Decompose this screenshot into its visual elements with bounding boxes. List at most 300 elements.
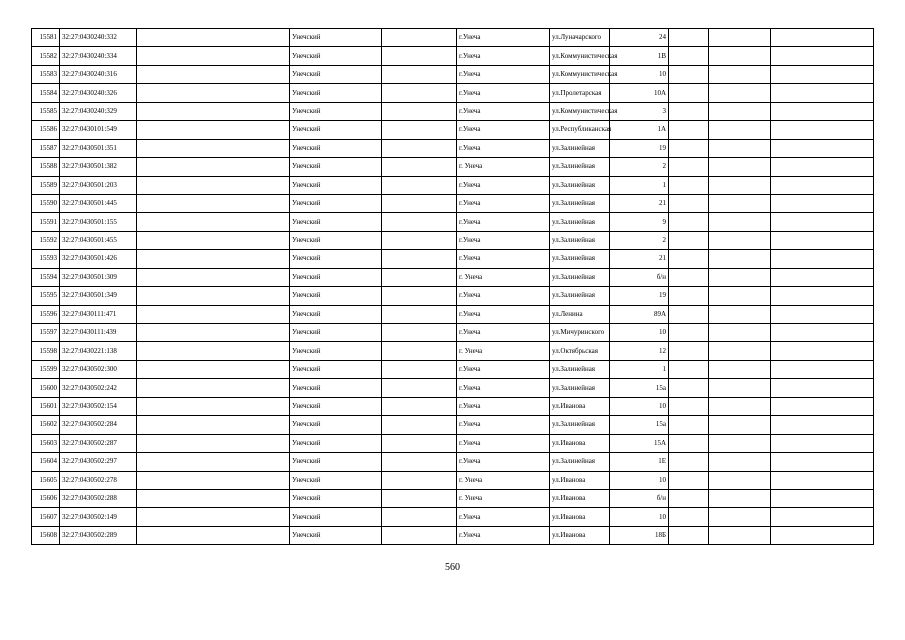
table-row [32, 213, 874, 231]
table-row [32, 29, 874, 47]
empty-cell [137, 102, 290, 120]
street: ул.Иванова [550, 471, 610, 489]
empty-cell [771, 231, 874, 249]
cadastral-number: 32:27:0430501:382 [60, 158, 137, 176]
house-number: 15а [610, 416, 669, 434]
empty-cell [382, 287, 457, 305]
empty-cell [771, 342, 874, 360]
empty-cell [771, 416, 874, 434]
empty-cell [771, 213, 874, 231]
empty-cell [771, 434, 874, 452]
table-row [32, 508, 874, 526]
street: ул.Залинейная [550, 360, 610, 378]
empty-cell [137, 397, 290, 415]
empty-cell [137, 65, 290, 83]
empty-cell [709, 416, 771, 434]
empty-cell [669, 287, 709, 305]
row-number: 15593 [32, 250, 60, 268]
cadastral-number: 32:27:0430501:309 [60, 268, 137, 286]
city: г.Унеча [457, 194, 550, 212]
empty-cell [382, 526, 457, 544]
empty-cell [669, 379, 709, 397]
district: Унечский [290, 250, 382, 268]
table-row [32, 434, 874, 452]
empty-cell [771, 84, 874, 102]
table-row [32, 397, 874, 415]
empty-cell [771, 194, 874, 212]
cadastral-number: 32:27:0430240:316 [60, 65, 137, 83]
empty-cell [709, 434, 771, 452]
cadastral-number: 32:27:0430240:334 [60, 47, 137, 65]
empty-cell [771, 453, 874, 471]
row-number: 15592 [32, 231, 60, 249]
district: Унечский [290, 29, 382, 47]
table-row [32, 268, 874, 286]
cadastral-number: 32:27:0430501:351 [60, 139, 137, 157]
row-number: 15583 [32, 65, 60, 83]
empty-cell [669, 139, 709, 157]
cadastral-number: 32:27:0430101:549 [60, 121, 137, 139]
city: г.Унеча [457, 231, 550, 249]
street: ул.Иванова [550, 434, 610, 452]
table-row [32, 102, 874, 120]
empty-cell [669, 213, 709, 231]
registry-table [31, 28, 874, 545]
district: Унечский [290, 434, 382, 452]
street: ул.Залинейная [550, 158, 610, 176]
street: ул.Иванова [550, 508, 610, 526]
empty-cell [382, 250, 457, 268]
street: ул.Залинейная [550, 213, 610, 231]
empty-cell [382, 305, 457, 323]
table-row [32, 489, 874, 507]
empty-cell [137, 194, 290, 212]
cadastral-number: 32:27:0430501:349 [60, 287, 137, 305]
cadastral-number: 32:27:0430502:242 [60, 379, 137, 397]
empty-cell [137, 379, 290, 397]
house-number: 1А [610, 121, 669, 139]
empty-cell [669, 47, 709, 65]
district: Унечский [290, 397, 382, 415]
table-row [32, 342, 874, 360]
city: г.Унеча [457, 250, 550, 268]
district: Унечский [290, 360, 382, 378]
empty-cell [382, 508, 457, 526]
empty-cell [771, 305, 874, 323]
empty-cell [382, 416, 457, 434]
row-number: 15587 [32, 139, 60, 157]
house-number: 10 [610, 65, 669, 83]
empty-cell [771, 471, 874, 489]
table-row [32, 360, 874, 378]
street: ул.Иванова [550, 489, 610, 507]
empty-cell [709, 397, 771, 415]
empty-cell [137, 508, 290, 526]
district: Унечский [290, 213, 382, 231]
house-number: 1 [610, 360, 669, 378]
empty-cell [382, 434, 457, 452]
empty-cell [771, 508, 874, 526]
district: Унечский [290, 102, 382, 120]
city: г.Унеча [457, 29, 550, 47]
empty-cell [771, 139, 874, 157]
street: ул.Залинейная [550, 176, 610, 194]
empty-cell [771, 526, 874, 544]
empty-cell [137, 305, 290, 323]
empty-cell [669, 305, 709, 323]
empty-cell [669, 102, 709, 120]
cadastral-number: 32:27:0430111:439 [60, 324, 137, 342]
empty-cell [669, 434, 709, 452]
empty-cell [669, 342, 709, 360]
city: г. Унеча [457, 489, 550, 507]
house-number: 10А [610, 84, 669, 102]
row-number: 15602 [32, 416, 60, 434]
table-row [32, 287, 874, 305]
cadastral-number: 32:27:0430502:288 [60, 489, 137, 507]
empty-cell [669, 194, 709, 212]
row-number: 15605 [32, 471, 60, 489]
house-number: 21 [610, 250, 669, 268]
cadastral-number: 32:27:0430502:287 [60, 434, 137, 452]
table-row [32, 231, 874, 249]
city: г.Унеча [457, 305, 550, 323]
street: ул.Залинейная [550, 231, 610, 249]
empty-cell [709, 194, 771, 212]
street: ул.Иванова [550, 397, 610, 415]
empty-cell [137, 489, 290, 507]
city: г.Унеча [457, 434, 550, 452]
city: г. Унеча [457, 471, 550, 489]
row-number: 15595 [32, 287, 60, 305]
empty-cell [669, 453, 709, 471]
street: ул.Коммунистическая [550, 47, 610, 65]
row-number: 15594 [32, 268, 60, 286]
empty-cell [137, 268, 290, 286]
house-number: 10 [610, 471, 669, 489]
district: Унечский [290, 489, 382, 507]
cadastral-number: 32:27:0430502:300 [60, 360, 137, 378]
cadastral-number: 32:27:0430501:155 [60, 213, 137, 231]
empty-cell [709, 213, 771, 231]
empty-cell [137, 231, 290, 249]
city: г.Унеча [457, 287, 550, 305]
cadastral-number: 32:27:0430502:297 [60, 453, 137, 471]
empty-cell [709, 360, 771, 378]
district: Унечский [290, 324, 382, 342]
empty-cell [137, 526, 290, 544]
street: ул.Залинейная [550, 139, 610, 157]
empty-cell [771, 29, 874, 47]
street: ул.Залинейная [550, 453, 610, 471]
empty-cell [709, 287, 771, 305]
row-number: 15600 [32, 379, 60, 397]
district: Унечский [290, 84, 382, 102]
empty-cell [669, 231, 709, 249]
street: ул.Мичуринского [550, 324, 610, 342]
empty-cell [709, 268, 771, 286]
empty-cell [137, 213, 290, 231]
empty-cell [669, 489, 709, 507]
table-row [32, 84, 874, 102]
empty-cell [709, 176, 771, 194]
district: Унечский [290, 194, 382, 212]
row-number: 15586 [32, 121, 60, 139]
empty-cell [137, 250, 290, 268]
table-row [32, 176, 874, 194]
row-number: 15590 [32, 194, 60, 212]
empty-cell [771, 379, 874, 397]
district: Унечский [290, 47, 382, 65]
district: Унечский [290, 453, 382, 471]
empty-cell [771, 324, 874, 342]
city: г.Унеча [457, 121, 550, 139]
empty-cell [771, 102, 874, 120]
table-row [32, 250, 874, 268]
cadastral-number: 32:27:0430501:426 [60, 250, 137, 268]
empty-cell [382, 379, 457, 397]
cadastral-number: 32:27:0430501:445 [60, 194, 137, 212]
district: Унечский [290, 305, 382, 323]
empty-cell [709, 453, 771, 471]
empty-cell [669, 84, 709, 102]
street: ул.Залинейная [550, 287, 610, 305]
row-number: 15597 [32, 324, 60, 342]
cadastral-number: 32:27:0430502:278 [60, 471, 137, 489]
row-number: 15585 [32, 102, 60, 120]
district: Унечский [290, 121, 382, 139]
empty-cell [709, 250, 771, 268]
district: Унечский [290, 508, 382, 526]
empty-cell [137, 342, 290, 360]
house-number: 15а [610, 379, 669, 397]
house-number: 1В [610, 47, 669, 65]
house-number: 21 [610, 194, 669, 212]
empty-cell [669, 121, 709, 139]
cadastral-number: 32:27:0430111:471 [60, 305, 137, 323]
cadastral-number: 32:27:0430240:329 [60, 102, 137, 120]
empty-cell [382, 158, 457, 176]
empty-cell [771, 489, 874, 507]
house-number: 12 [610, 342, 669, 360]
empty-cell [709, 29, 771, 47]
empty-cell [669, 29, 709, 47]
district: Унечский [290, 287, 382, 305]
empty-cell [382, 453, 457, 471]
street: ул.Залинейная [550, 416, 610, 434]
district: Унечский [290, 158, 382, 176]
empty-cell [382, 121, 457, 139]
row-number: 15604 [32, 453, 60, 471]
house-number: 19 [610, 139, 669, 157]
table-row [32, 471, 874, 489]
table-row [32, 416, 874, 434]
row-number: 15601 [32, 397, 60, 415]
house-number: 10 [610, 508, 669, 526]
street: ул.Залинейная [550, 379, 610, 397]
house-number: 89А [610, 305, 669, 323]
table-row [32, 158, 874, 176]
house-number: б/н [610, 489, 669, 507]
empty-cell [382, 360, 457, 378]
empty-cell [709, 231, 771, 249]
city: г.Унеча [457, 84, 550, 102]
empty-cell [382, 102, 457, 120]
empty-cell [382, 471, 457, 489]
empty-cell [137, 139, 290, 157]
cadastral-number: 32:27:0430501:455 [60, 231, 137, 249]
empty-cell [709, 379, 771, 397]
street: ул.Залинейная [550, 268, 610, 286]
empty-cell [137, 176, 290, 194]
empty-cell [709, 65, 771, 83]
row-number: 15591 [32, 213, 60, 231]
street: ул.Иванова [550, 526, 610, 544]
empty-cell [382, 65, 457, 83]
table-row [32, 65, 874, 83]
table-row [32, 194, 874, 212]
empty-cell [771, 176, 874, 194]
empty-cell [709, 121, 771, 139]
house-number: 24 [610, 29, 669, 47]
district: Унечский [290, 471, 382, 489]
empty-cell [709, 102, 771, 120]
street: ул.Коммунистическая [550, 102, 610, 120]
empty-cell [771, 47, 874, 65]
city: г.Унеча [457, 453, 550, 471]
empty-cell [137, 434, 290, 452]
empty-cell [137, 29, 290, 47]
empty-cell [771, 65, 874, 83]
empty-cell [771, 360, 874, 378]
house-number: 1Е [610, 453, 669, 471]
empty-cell [382, 29, 457, 47]
district: Унечский [290, 342, 382, 360]
row-number: 15598 [32, 342, 60, 360]
empty-cell [709, 489, 771, 507]
street: ул.Луначарского [550, 29, 610, 47]
empty-cell [137, 416, 290, 434]
house-number: 9 [610, 213, 669, 231]
empty-cell [669, 397, 709, 415]
empty-cell [709, 471, 771, 489]
empty-cell [137, 471, 290, 489]
empty-cell [669, 416, 709, 434]
table-row [32, 305, 874, 323]
table-row [32, 379, 874, 397]
empty-cell [382, 84, 457, 102]
cadastral-number: 32:27:0430501:203 [60, 176, 137, 194]
row-number: 15596 [32, 305, 60, 323]
district: Унечский [290, 379, 382, 397]
city: г.Унеча [457, 47, 550, 65]
empty-cell [771, 397, 874, 415]
house-number: 10 [610, 397, 669, 415]
empty-cell [669, 324, 709, 342]
empty-cell [709, 305, 771, 323]
row-number: 15582 [32, 47, 60, 65]
house-number: 3 [610, 102, 669, 120]
empty-cell [382, 47, 457, 65]
city: г.Унеча [457, 526, 550, 544]
cadastral-number: 32:27:0430221:138 [60, 342, 137, 360]
cadastral-number: 32:27:0430502:149 [60, 508, 137, 526]
street: ул.Пролетарская [550, 84, 610, 102]
house-number: 19 [610, 287, 669, 305]
house-number: 10 [610, 324, 669, 342]
house-number: 1 [610, 176, 669, 194]
empty-cell [771, 158, 874, 176]
empty-cell [709, 526, 771, 544]
cadastral-number: 32:27:0430240:326 [60, 84, 137, 102]
row-number: 15603 [32, 434, 60, 452]
row-number: 15608 [32, 526, 60, 544]
city: г.Унеча [457, 508, 550, 526]
empty-cell [669, 508, 709, 526]
city: г.Унеча [457, 324, 550, 342]
empty-cell [137, 84, 290, 102]
page-number: 560 [445, 562, 460, 573]
row-number: 15584 [32, 84, 60, 102]
house-number: 2 [610, 158, 669, 176]
empty-cell [669, 526, 709, 544]
district: Унечский [290, 526, 382, 544]
street: ул.Коммунистическая [550, 65, 610, 83]
empty-cell [669, 65, 709, 83]
district: Унечский [290, 268, 382, 286]
empty-cell [382, 231, 457, 249]
empty-cell [709, 342, 771, 360]
empty-cell [382, 139, 457, 157]
empty-cell [137, 324, 290, 342]
city: г.Унеча [457, 102, 550, 120]
street: ул.Республиканская [550, 121, 610, 139]
cadastral-number: 32:27:0430502:289 [60, 526, 137, 544]
city: г.Унеча [457, 139, 550, 157]
district: Унечский [290, 231, 382, 249]
cadastral-number: 32:27:0430240:332 [60, 29, 137, 47]
empty-cell [669, 158, 709, 176]
street: ул.Ленина [550, 305, 610, 323]
city: г.Унеча [457, 213, 550, 231]
house-number: 18Б [610, 526, 669, 544]
empty-cell [709, 158, 771, 176]
cadastral-number: 32:27:0430502:284 [60, 416, 137, 434]
empty-cell [771, 287, 874, 305]
city: г. Унеча [457, 342, 550, 360]
empty-cell [137, 121, 290, 139]
empty-cell [771, 121, 874, 139]
district: Унечский [290, 176, 382, 194]
house-number: б/н [610, 268, 669, 286]
empty-cell [382, 213, 457, 231]
street: ул.Залинейная [550, 250, 610, 268]
row-number: 15607 [32, 508, 60, 526]
empty-cell [669, 250, 709, 268]
house-number: 15А [610, 434, 669, 452]
empty-cell [709, 139, 771, 157]
empty-cell [771, 250, 874, 268]
empty-cell [382, 176, 457, 194]
empty-cell [669, 360, 709, 378]
empty-cell [382, 324, 457, 342]
table-row [32, 47, 874, 65]
empty-cell [709, 47, 771, 65]
city: г.Унеча [457, 416, 550, 434]
district: Унечский [290, 139, 382, 157]
district: Унечский [290, 65, 382, 83]
city: г.Унеча [457, 379, 550, 397]
